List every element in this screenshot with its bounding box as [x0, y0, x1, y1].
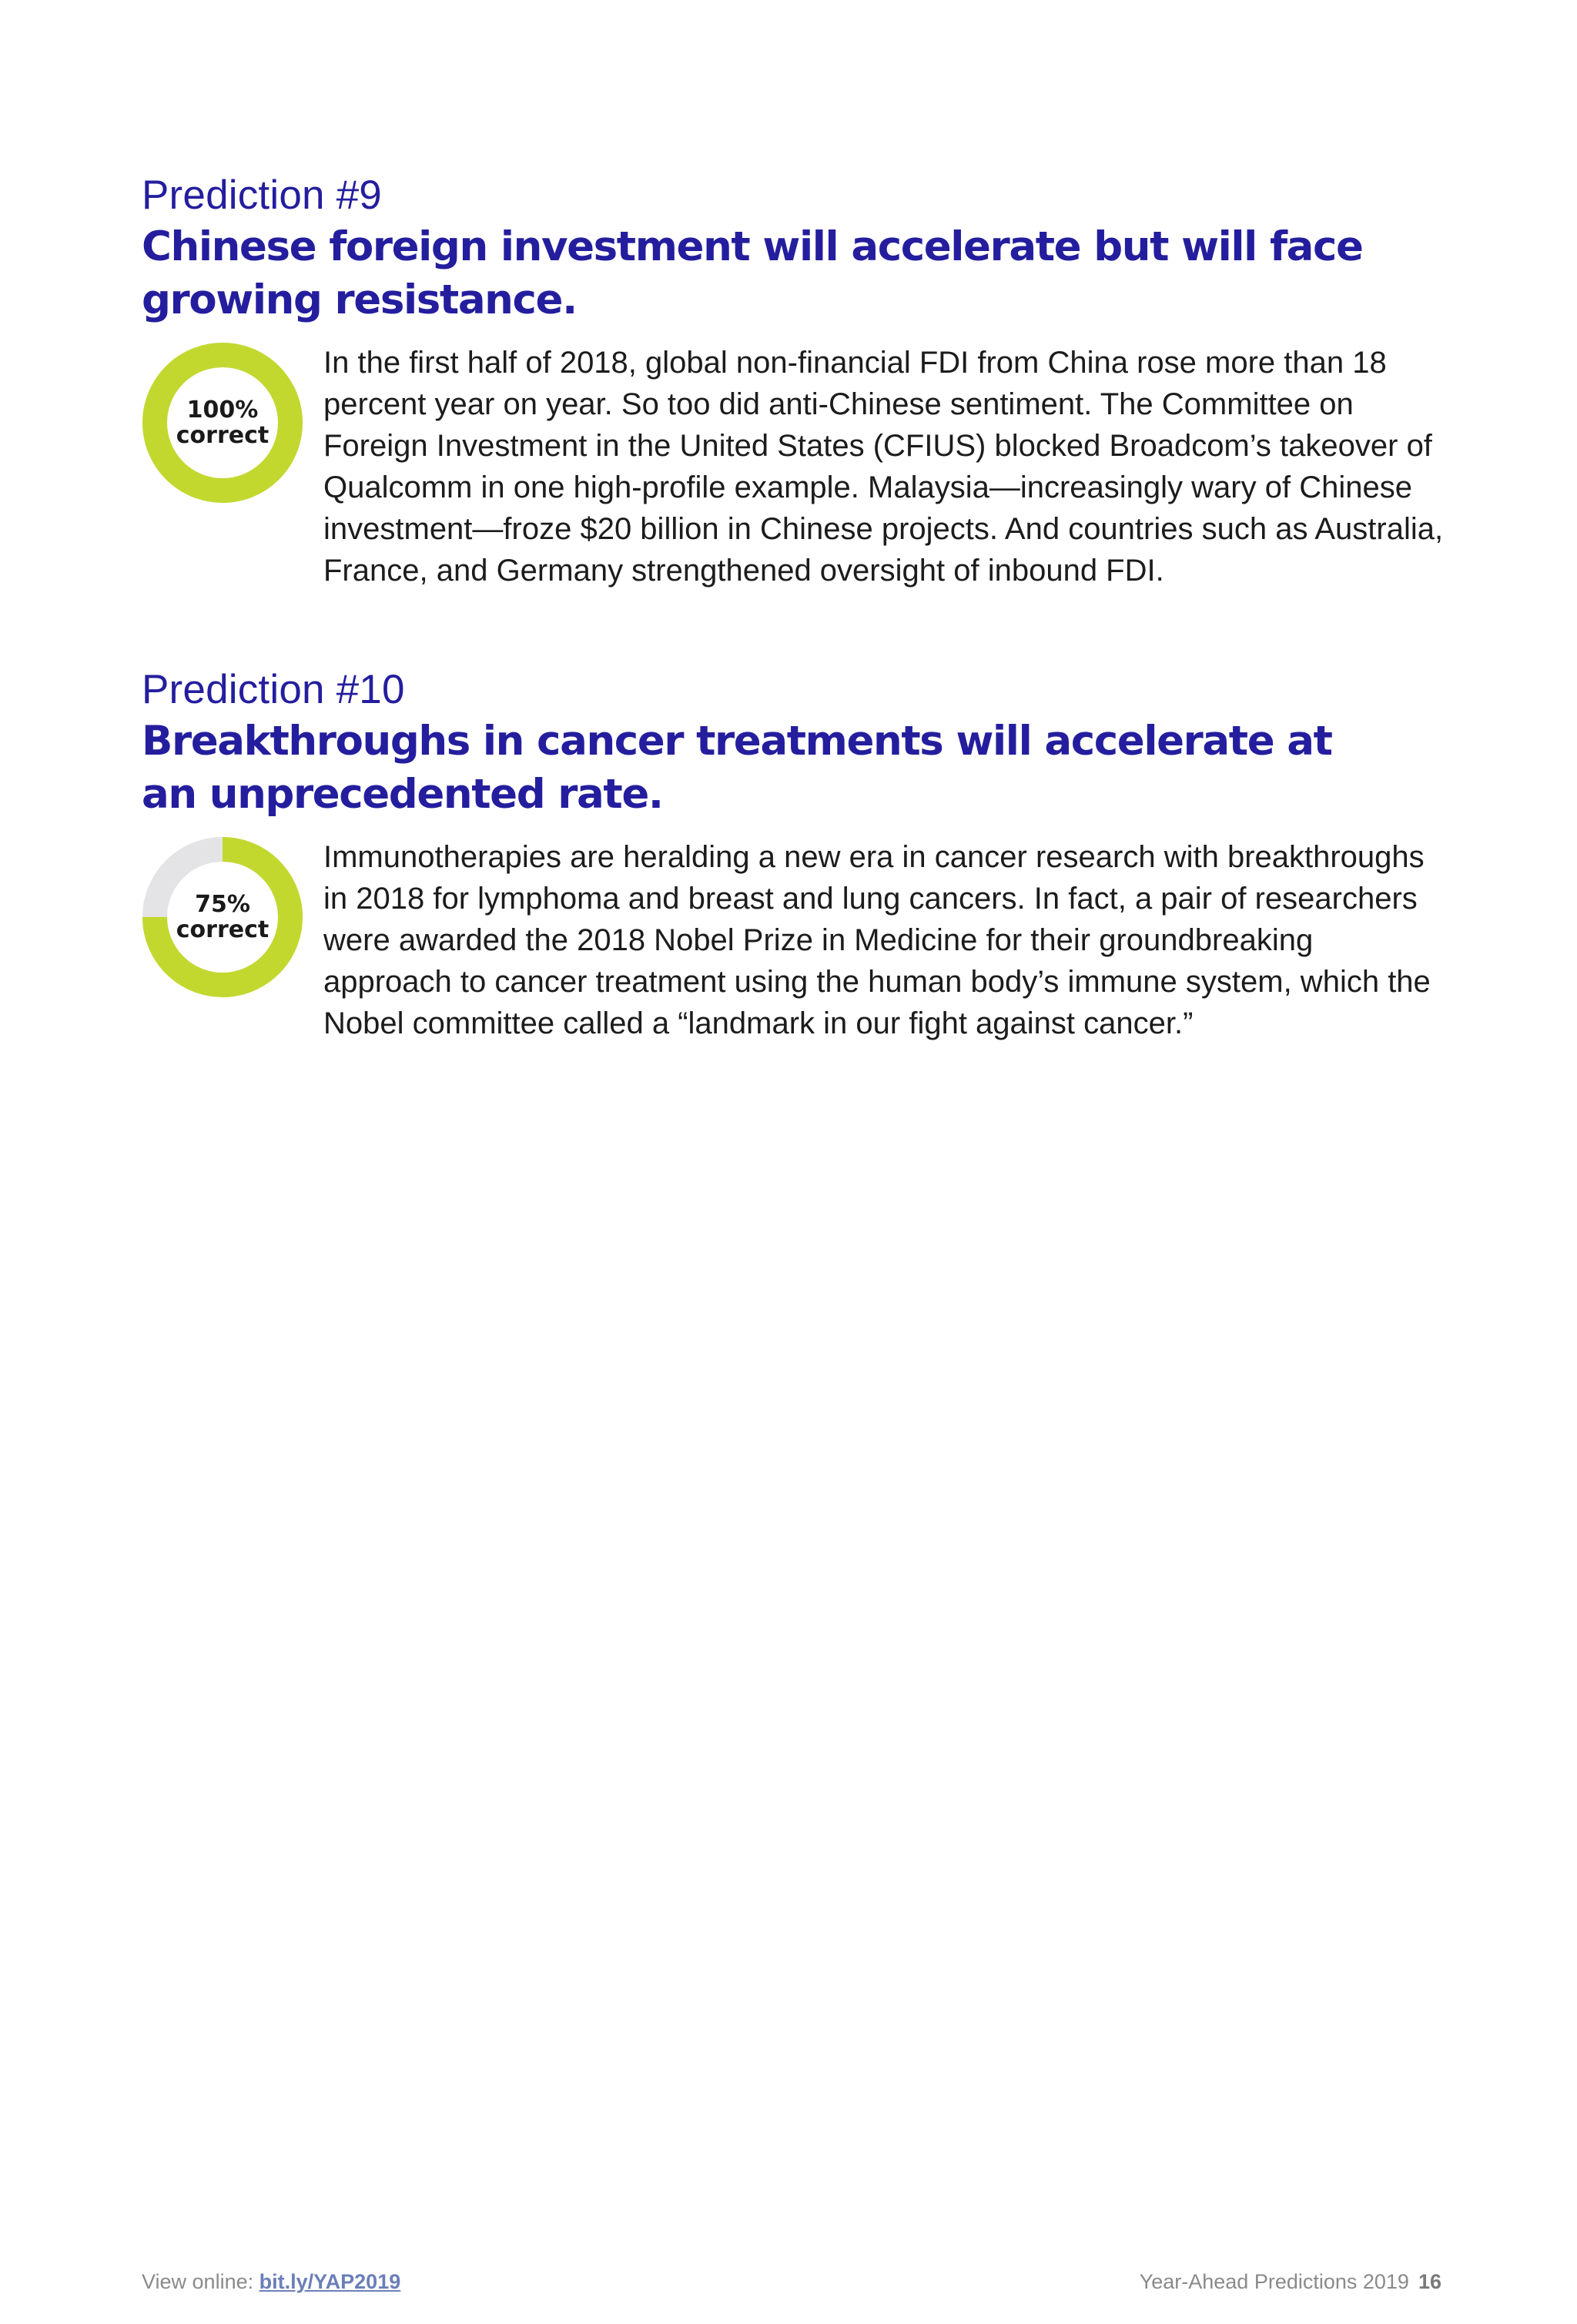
- prediction-label: Prediction #9: [142, 172, 382, 218]
- prediction-body-text: Immunotherapies are heralding a new era in cancer research with breakthroughs in 2018 for lymphoma and breast and lung cancers. In fact, a pair of researchers were awarded the 2018 Nobel Prize in Medicine for their groundbreaking approach to cancer treatment using the human body’s immune system, which the Nobel committee called a “landmark in our fight against cancer.”: [323, 840, 1431, 1040]
- footer-publication: [1140, 2270, 1441, 2294]
- score-label: [142, 836, 303, 998]
- score-donut: [142, 836, 303, 998]
- score-donut: [142, 342, 303, 504]
- footer-view-online: [142, 2270, 400, 2294]
- page-number: 16: [1418, 2270, 1441, 2293]
- prediction-10: [142, 665, 1451, 1044]
- publication-name: Year-Ahead Predictions 2019: [1139, 2270, 1409, 2293]
- prediction-9: [142, 171, 1451, 591]
- prediction-label: Prediction #10: [142, 667, 405, 712]
- score-word: correct: [176, 916, 270, 943]
- score-percent: 75%: [195, 891, 250, 918]
- view-online-label: View online:: [142, 2270, 254, 2293]
- prediction-title: Chinese foreign investment will accelerate but will face growing resistance.: [142, 223, 1363, 323]
- prediction-body-text: In the first half of 2018, global non-financial FDI from China rose more than 18 percent year on year. So too did anti-Chinese sentiment. The Committee on Foreign Investment in the United States (CFIUS) blocked Broadcom’s takeover of Qualcomm in one high-profile example. Malaysia—increasingly wary of Chinese investment—froze $20 billion in Chinese projects. And countries such as Australia, France, and Germany strengthened oversight of inbound FDI.: [323, 346, 1444, 588]
- prediction-title: Breakthroughs in cancer treatments will accelerate at an unprecedented rate.: [142, 718, 1332, 818]
- view-online-link[interactable]: bit.ly/YAP2019: [259, 2270, 401, 2293]
- prediction-body: [323, 342, 1448, 591]
- prediction-body: [323, 836, 1448, 1044]
- prediction-content: [142, 836, 1451, 1044]
- score-label: [142, 342, 303, 504]
- prediction-content: [142, 342, 1451, 591]
- score-percent: 100%: [186, 397, 259, 424]
- score-word: correct: [176, 422, 270, 449]
